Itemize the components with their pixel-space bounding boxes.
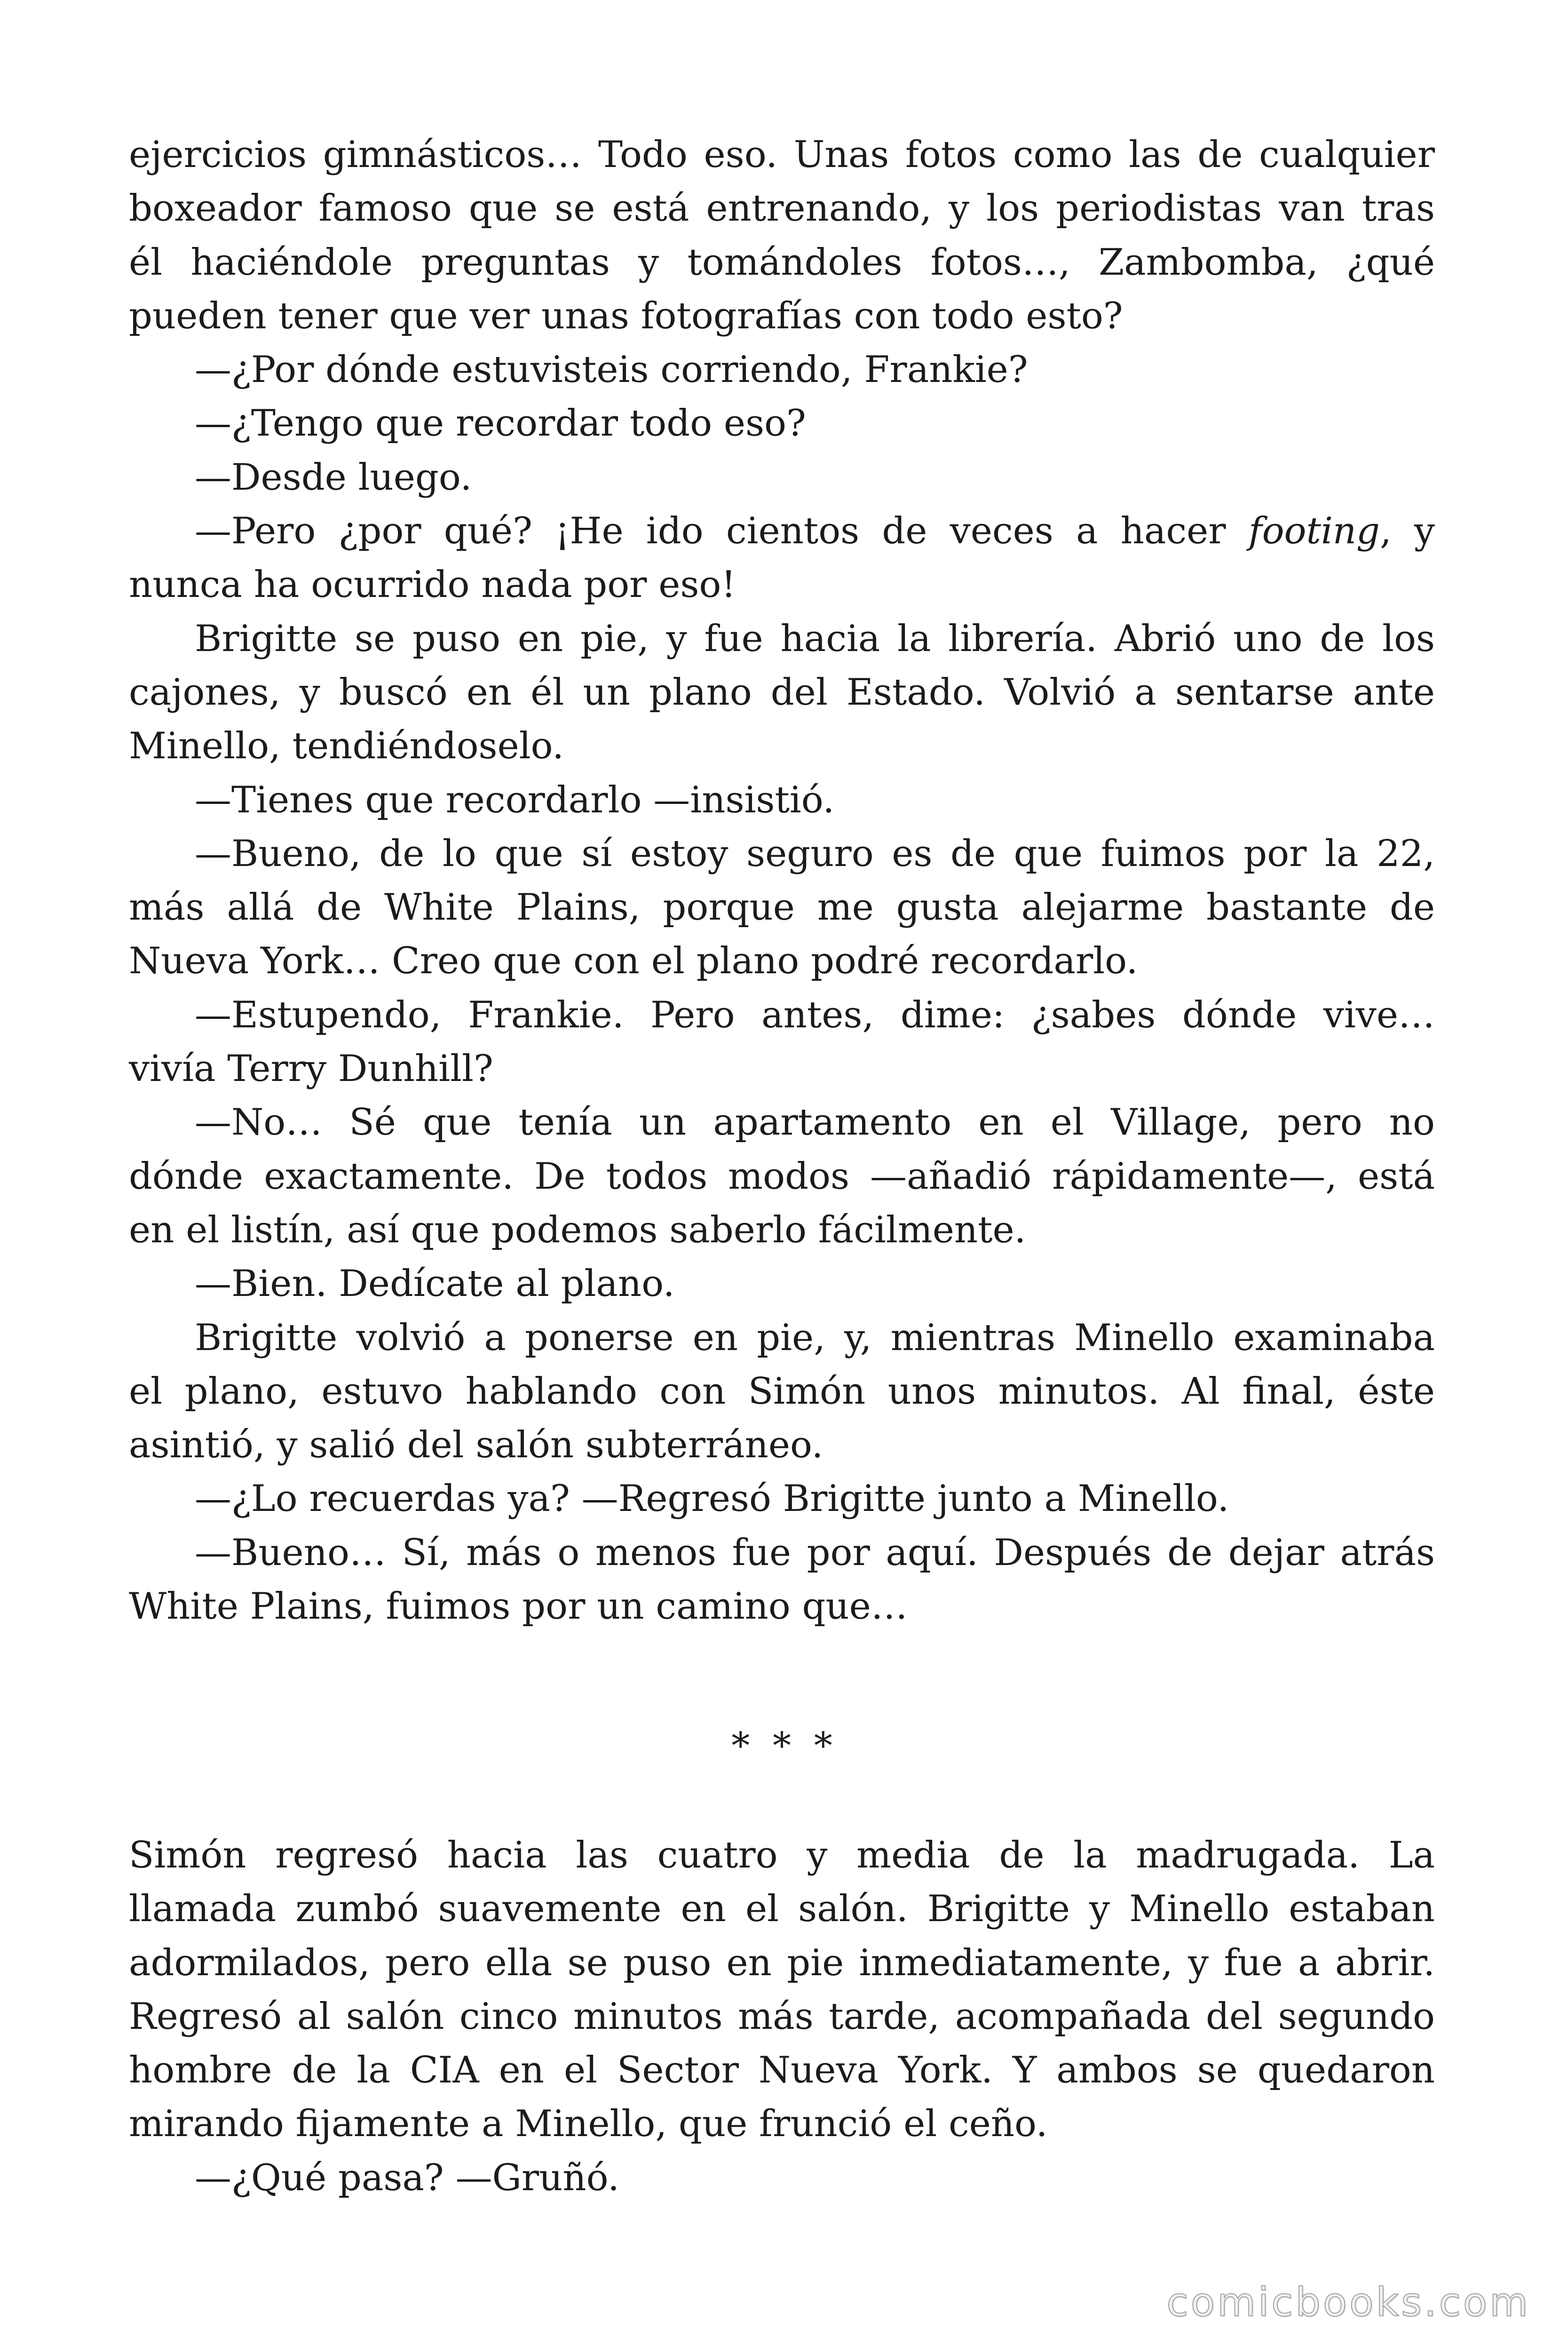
text-line: boxeador famoso que se está entrenando, y los periodistas van tras — [129, 187, 1435, 230]
text-line: —¿Lo recuerdas ya? —Regresó Brigitte junto a Minello. — [195, 1478, 1229, 1520]
text-line: —¿Por dónde estuvisteis corriendo, Frankie? — [195, 349, 1028, 391]
text-line: White Plains, fuimos por un camino que… — [129, 1585, 908, 1628]
text-line: él haciéndole preguntas y tomándoles fotos…, Zambomba, ¿qué — [129, 241, 1435, 284]
text-line: —¿Qué pasa? —Gruñó. — [195, 2156, 619, 2199]
text-line: adormilados, pero ella se puso en pie inmediatamente, y fue a abrir. — [129, 1941, 1435, 1984]
text-section-before-break — [129, 128, 1435, 1633]
text-line: pueden tener que ver unas fotografías con todo esto? — [129, 294, 1123, 337]
text-line: en el listín, así que podemos saberlo fácilmente. — [129, 1208, 1026, 1251]
text-line: Minello, tendiéndoselo. — [129, 725, 564, 768]
text-line: Simón regresó hacia las cuatro y media de la madrugada. La — [129, 1834, 1435, 1876]
text-line: —Tienes que recordarlo —insistió. — [195, 779, 835, 821]
text-line: —Bien. Dedícate al plano. — [195, 1263, 675, 1305]
text-line: —Desde luego. — [195, 456, 472, 499]
text-line: llamada zumbó suavemente en el salón. Brigitte y Minello estaban — [129, 1888, 1435, 1931]
paragraph — [129, 1526, 1435, 1634]
text-line: Regresó al salón cinco minutos más tarde, acompañada del segundo — [129, 1995, 1435, 2038]
paragraph — [129, 988, 1435, 1096]
paragraph — [129, 397, 1435, 450]
emphasis: footing — [1248, 510, 1380, 553]
text-line: ejercicios gimnásticos… Todo eso. Unas fotos como las de cualquier — [129, 134, 1435, 176]
text-line — [129, 504, 1435, 558]
text-line: hombre de la CIA en el Sector Nueva York. Y ambos se quedaron — [129, 2049, 1435, 2092]
text-line: —Estupendo, Frankie. Pero antes, dime: ¿sabes dónde vive… — [195, 993, 1435, 1036]
text-line: Nueva York… Creo que con el plano podré recordarlo. — [129, 940, 1138, 983]
text-line: —Bueno, de lo que sí estoy seguro es de que fuimos por la 22, — [195, 832, 1435, 875]
text-line: el plano, estuvo hablando con Simón unos minutos. Al final, éste — [129, 1370, 1435, 1413]
scene-break: * * * — [731, 1725, 832, 1767]
paragraph — [129, 1311, 1435, 1472]
text-line: —¿Tengo que recordar todo eso? — [195, 402, 806, 445]
text-line: Brigitte volvió a ponerse en pie, y, mientras Minello examinaba — [195, 1316, 1435, 1359]
text-run: —Pero ¿por qué? ¡He ido cientos de veces a hacer — [195, 510, 1249, 553]
watermark: comicbooks.com — [1166, 2279, 1530, 2325]
text-line: dónde exactamente. De todos modos —añadió rápidamente—, está — [129, 1155, 1435, 1198]
text-run: , y — [1379, 510, 1435, 553]
paragraph — [129, 128, 1435, 343]
text-line: nunca ha ocurrido nada por eso! — [129, 564, 736, 606]
text-line: cajones, y buscó en él un plano del Estado. Volvió a sentarse ante — [129, 671, 1435, 714]
text-line: mirando fijamente a Minello, que frunció el ceño. — [129, 2103, 1048, 2145]
text-line: —No… Sé que tenía un apartamento en el Village, pero no — [195, 1101, 1435, 1144]
paragraph — [129, 612, 1435, 773]
paragraph — [129, 451, 1435, 504]
text-line: más allá de White Plains, porque me gusta alejarme bastante de — [129, 886, 1435, 929]
text-line: vivía Terry Dunhill? — [129, 1048, 493, 1090]
paragraph — [129, 1257, 1435, 1311]
paragraph — [129, 1828, 1435, 2151]
text-section-after-break — [129, 1828, 1435, 2205]
text-line: Brigitte se puso en pie, y fue hacia la librería. Abrió uno de los — [195, 617, 1435, 660]
text-line: asintió, y salió del salón subterráneo. — [129, 1424, 824, 1467]
paragraph — [129, 773, 1435, 827]
paragraph — [129, 1472, 1435, 1526]
paragraph — [129, 2151, 1435, 2205]
paragraph — [129, 1096, 1435, 1257]
paragraph — [129, 343, 1435, 397]
paragraph — [129, 827, 1435, 988]
text-line: —Bueno… Sí, más o menos fue por aquí. Después de dejar atrás — [195, 1531, 1435, 1574]
paragraph — [129, 504, 1435, 612]
